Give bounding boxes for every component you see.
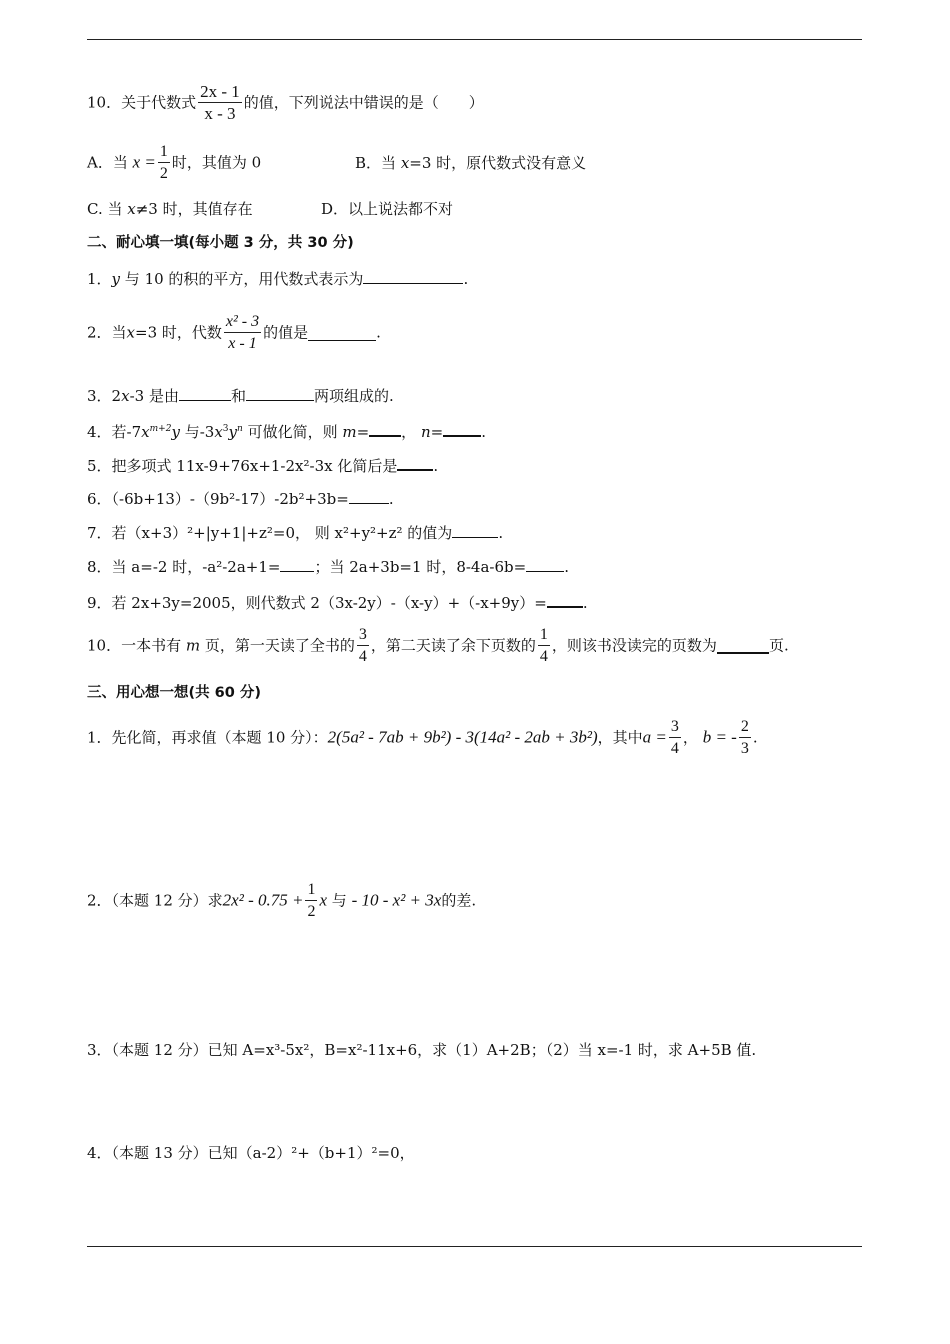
solve-q1-a-fraction: $\frac{3}{4}$ (670, 718, 679, 757)
fill-q10-fraction-2: $\frac{1}{4}$ (539, 626, 548, 665)
solve-q1-b-fraction: $\frac{2}{3}$ (740, 718, 749, 757)
solve-q4: 4．（本题 13 分）已知（a-2）²+（b+1）²=0， (87, 1144, 415, 1162)
answer-blank[interactable] (308, 325, 376, 341)
fill-q6: 6．（-6b+13）-（9b²-17）-2b²+3b= . (87, 490, 394, 508)
solve-q2: 2．（本题 12 分）求2x² - 0.75 + $\frac{1}{2}$ x 与 - 10 - x² + 3x的差. (87, 881, 477, 920)
solve-q1-expression: 2(5a² - 7ab + 9b²) - 3(14a² - 2ab + 3b²) (327, 727, 598, 747)
fill-q10: 10．一本书有 m 页，第一天读了全书的 $\frac{3}{4}$ ，第二天读了余下页数的 $\frac{1}{4}$ ，则该书没读完的页数为 页. (87, 626, 789, 665)
fill-q1: 1．y 与 10 的积的平方，用代数式表示为 . (87, 270, 469, 288)
fill-q3: 3．2x-3 是由 和 两项组成的. (87, 387, 394, 405)
option-c: C. 当 x≠3 时，其值存在 (87, 200, 253, 218)
question-10-prefix: 10．关于代数式 (87, 93, 197, 112)
question-10-fraction (198, 82, 242, 123)
answer-blank[interactable] (179, 385, 231, 401)
question-10-numerator: 2x - 1 (200, 82, 240, 101)
fill-q2: 2．当x=3 时，代数 $\frac{\text{x² - 3}}{x - 1}$ 的值是 . (87, 313, 381, 352)
fill-q4: 4．若$-7x^{m+2}y$ 与$-3x^3y^n$ 可做化简，则 m= ， n= . (87, 420, 486, 442)
option-a-fraction: $\frac{1}{2}$ (159, 143, 168, 182)
fill-q8: 8．当 a=-2 时，-a²-2a+1= ；当 2a+3b=1 时，8-4a-6b= . (87, 558, 569, 576)
section-3-title: 三、用心想一想(共 60 分) (87, 685, 262, 701)
option-b: B．当 x=3 时，原代数式没有意义 (355, 154, 587, 172)
fill-q7: 7．若（x+3）²+|y+1|+z²=0， 则 x²+y²+z² 的值为 . (87, 524, 504, 542)
bottom-rule (87, 1246, 862, 1247)
fill-q10-fraction-1: $\frac{3}{4}$ (358, 626, 367, 665)
option-a-var: x = (132, 152, 156, 172)
answer-blank[interactable] (526, 556, 564, 572)
answer-blank[interactable] (547, 591, 583, 608)
answer-blank[interactable] (369, 420, 401, 437)
fill-q9: 9．若 2x+3y=2005，则代数式 2（3x-2y）-（x-y）+（-x+9y）= . (87, 591, 588, 613)
answer-blank[interactable] (246, 385, 314, 401)
option-d: D．以上说法都不对 (321, 200, 454, 218)
solve-q3: 3．（本题 12 分）已知 A=x³-5x²，B=x²-11x+6，求（1）A+2B；（2）当 x=-1 时，求 A+5B 值. (87, 1041, 757, 1059)
answer-blank[interactable] (452, 522, 498, 538)
answer-blank[interactable] (443, 420, 481, 437)
answer-blank[interactable] (363, 268, 463, 284)
answer-blank[interactable] (397, 454, 433, 471)
section-2-title: 二、耐心填一填(每小题 3 分，共 30 分) (87, 235, 354, 251)
option-a (87, 142, 261, 183)
solve-q2-fraction: $\frac{1}{2}$ (307, 881, 316, 920)
question-10-suffix: 的值，下列说法中错误的是（ ） (243, 93, 484, 112)
question-10 (87, 82, 484, 123)
top-rule (87, 39, 862, 40)
question-10-denominator: x - 3 (204, 104, 236, 123)
answer-blank[interactable] (717, 637, 769, 654)
solve-q1: 1．先化简，再求值（本题 10 分）：2(5a² - 7ab + 9b²) - 3(14a² - 2ab + 3b²)，其中a = $\frac{3}{4}$ ， b = - $\frac{2}{3}$ . (87, 718, 758, 757)
fill-q5: 5．把多项式 11x-9+76x+1-2x²-3x 化简后是 . (87, 454, 438, 476)
option-a-suffix: 时，其值为 0 (171, 153, 262, 172)
answer-blank[interactable] (280, 556, 314, 572)
answer-blank[interactable] (349, 488, 389, 504)
fill-q2-fraction: $\frac{\text{x² - 3}}{x - 1}$ (225, 313, 260, 352)
option-a-prefix: A．当 (87, 153, 128, 172)
